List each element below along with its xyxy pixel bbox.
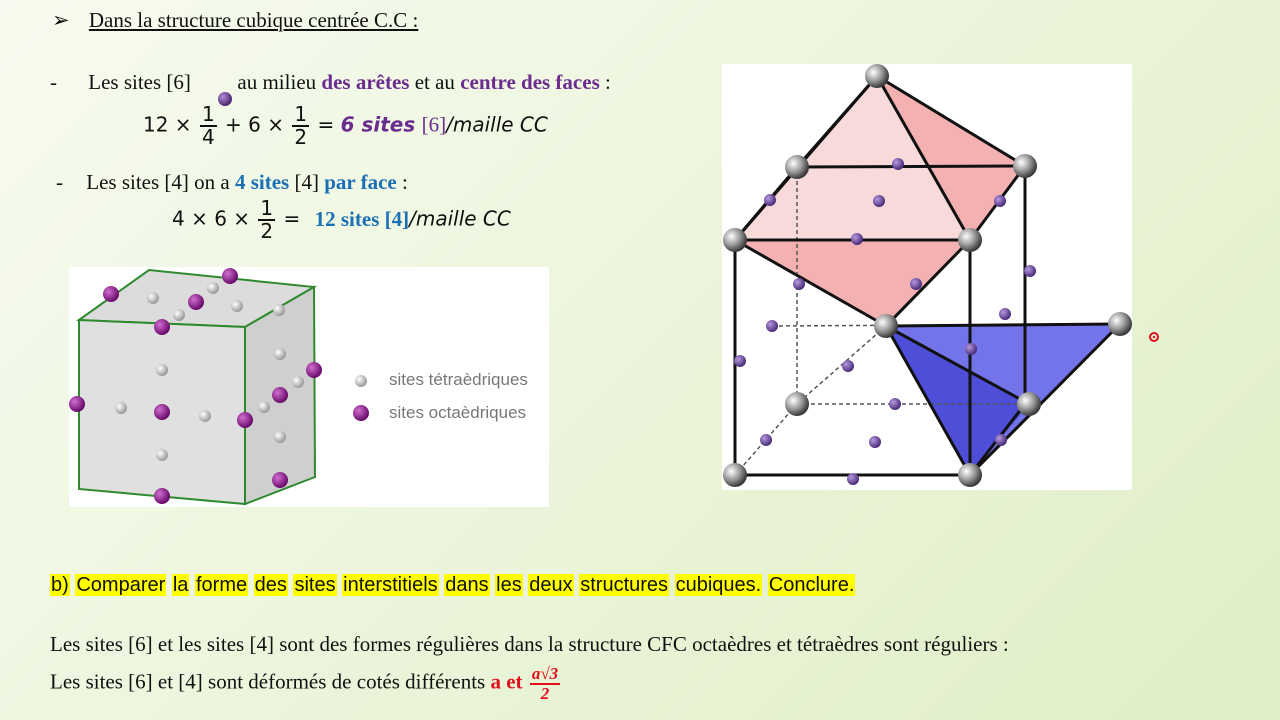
- tetra-site: [4]: [294, 170, 319, 194]
- octa-formula-site: [6]: [421, 112, 447, 137]
- tetra-prefix: Les sites [4] on a: [86, 170, 230, 194]
- question-word: Conclure.: [768, 574, 855, 596]
- tetra-formula-a: 4 × 6 ×: [172, 206, 251, 231]
- octa-middle: au milieu: [237, 70, 317, 94]
- bcc-sites-diagram: [722, 64, 1132, 490]
- question-word: cubiques.: [675, 574, 762, 596]
- question-words: [75, 574, 855, 596]
- question-word: sites: [294, 574, 336, 596]
- pointer-marker-icon: [1148, 331, 1160, 343]
- answer-line2-prefix: Les sites [6] et [4] sont déformés de cotés différents: [50, 669, 486, 694]
- octa-formula-per: /maille CC: [446, 112, 548, 137]
- question-word: deux: [529, 574, 573, 596]
- question-word: interstitiels: [343, 574, 438, 596]
- octa-formula-a: 12 ×: [143, 112, 192, 137]
- legend-tetra-label: sites tétraèdriques: [389, 370, 528, 389]
- bcc-structure-illustration: [722, 64, 1132, 490]
- legend-tetra-marker: [355, 375, 367, 387]
- octa-formula-result: 6 sites: [340, 112, 416, 137]
- tetra-colon: :: [401, 170, 408, 194]
- octa-faces: centre des faces: [460, 70, 600, 94]
- octa-frac2-den: 2: [294, 125, 308, 149]
- section-heading: [52, 8, 418, 33]
- tetra-count: 4 sites: [234, 170, 290, 194]
- dash-bullet: -: [50, 70, 57, 94]
- octa-frac2-num: 1: [294, 102, 308, 126]
- dash-bullet: -: [56, 170, 63, 194]
- answer-line2-a: a et: [490, 669, 523, 694]
- question-word: Comparer: [76, 574, 166, 596]
- answer-line-1: Les sites [6] et les sites [4] sont des formes régulières dans la structure CFC octaèdres et tétraèdres sont réguliers :: [50, 632, 1009, 656]
- tetra-per-face: par face: [324, 170, 397, 194]
- question-word: des: [254, 574, 287, 596]
- tetra-formula-result: 12 sites [4]: [314, 206, 410, 231]
- question-word: forme: [195, 574, 248, 596]
- octa-formula: [143, 104, 548, 148]
- heading-text: Dans la structure cubique centrée C.C :: [88, 8, 419, 32]
- tetra-formula-eq: =: [283, 206, 301, 231]
- answer-frac-den: 2: [530, 683, 560, 703]
- tetra-frac-num: 1: [260, 196, 274, 220]
- legend-octa-label: sites octaèdriques: [389, 403, 527, 422]
- tetra-formula: [172, 198, 511, 242]
- question-word: la: [172, 574, 189, 596]
- tetra-sites-line: [56, 170, 408, 195]
- octa-edges: des arêtes: [321, 70, 410, 94]
- octa-frac1-num: 1: [201, 102, 215, 126]
- question-b: [50, 574, 855, 597]
- octa-formula-b: + 6 ×: [225, 112, 284, 137]
- tetra-frac-den: 2: [260, 219, 274, 243]
- tetra-formula-per: /maille CC: [409, 206, 511, 231]
- octa-prefix: Les sites [6]: [88, 70, 191, 94]
- answer-line-2: [50, 665, 562, 703]
- octa-formula-eq: =: [317, 112, 335, 137]
- answer-frac-num: a√3: [531, 664, 559, 683]
- arrow-bullet-icon: ➢: [52, 8, 70, 32]
- octa-colon: :: [605, 70, 611, 94]
- question-word: les: [496, 574, 522, 596]
- question-label: b): [51, 574, 69, 596]
- cube-sites-illustration: [69, 267, 549, 507]
- octa-sites-line: [50, 70, 611, 95]
- octahedron-face-4: [735, 240, 970, 326]
- question-word: dans: [445, 574, 489, 596]
- legend-octa-marker: [353, 405, 369, 421]
- question-word: structures: [580, 574, 669, 596]
- octa-frac1-den: 4: [201, 125, 215, 149]
- octa-and: et au: [414, 70, 455, 94]
